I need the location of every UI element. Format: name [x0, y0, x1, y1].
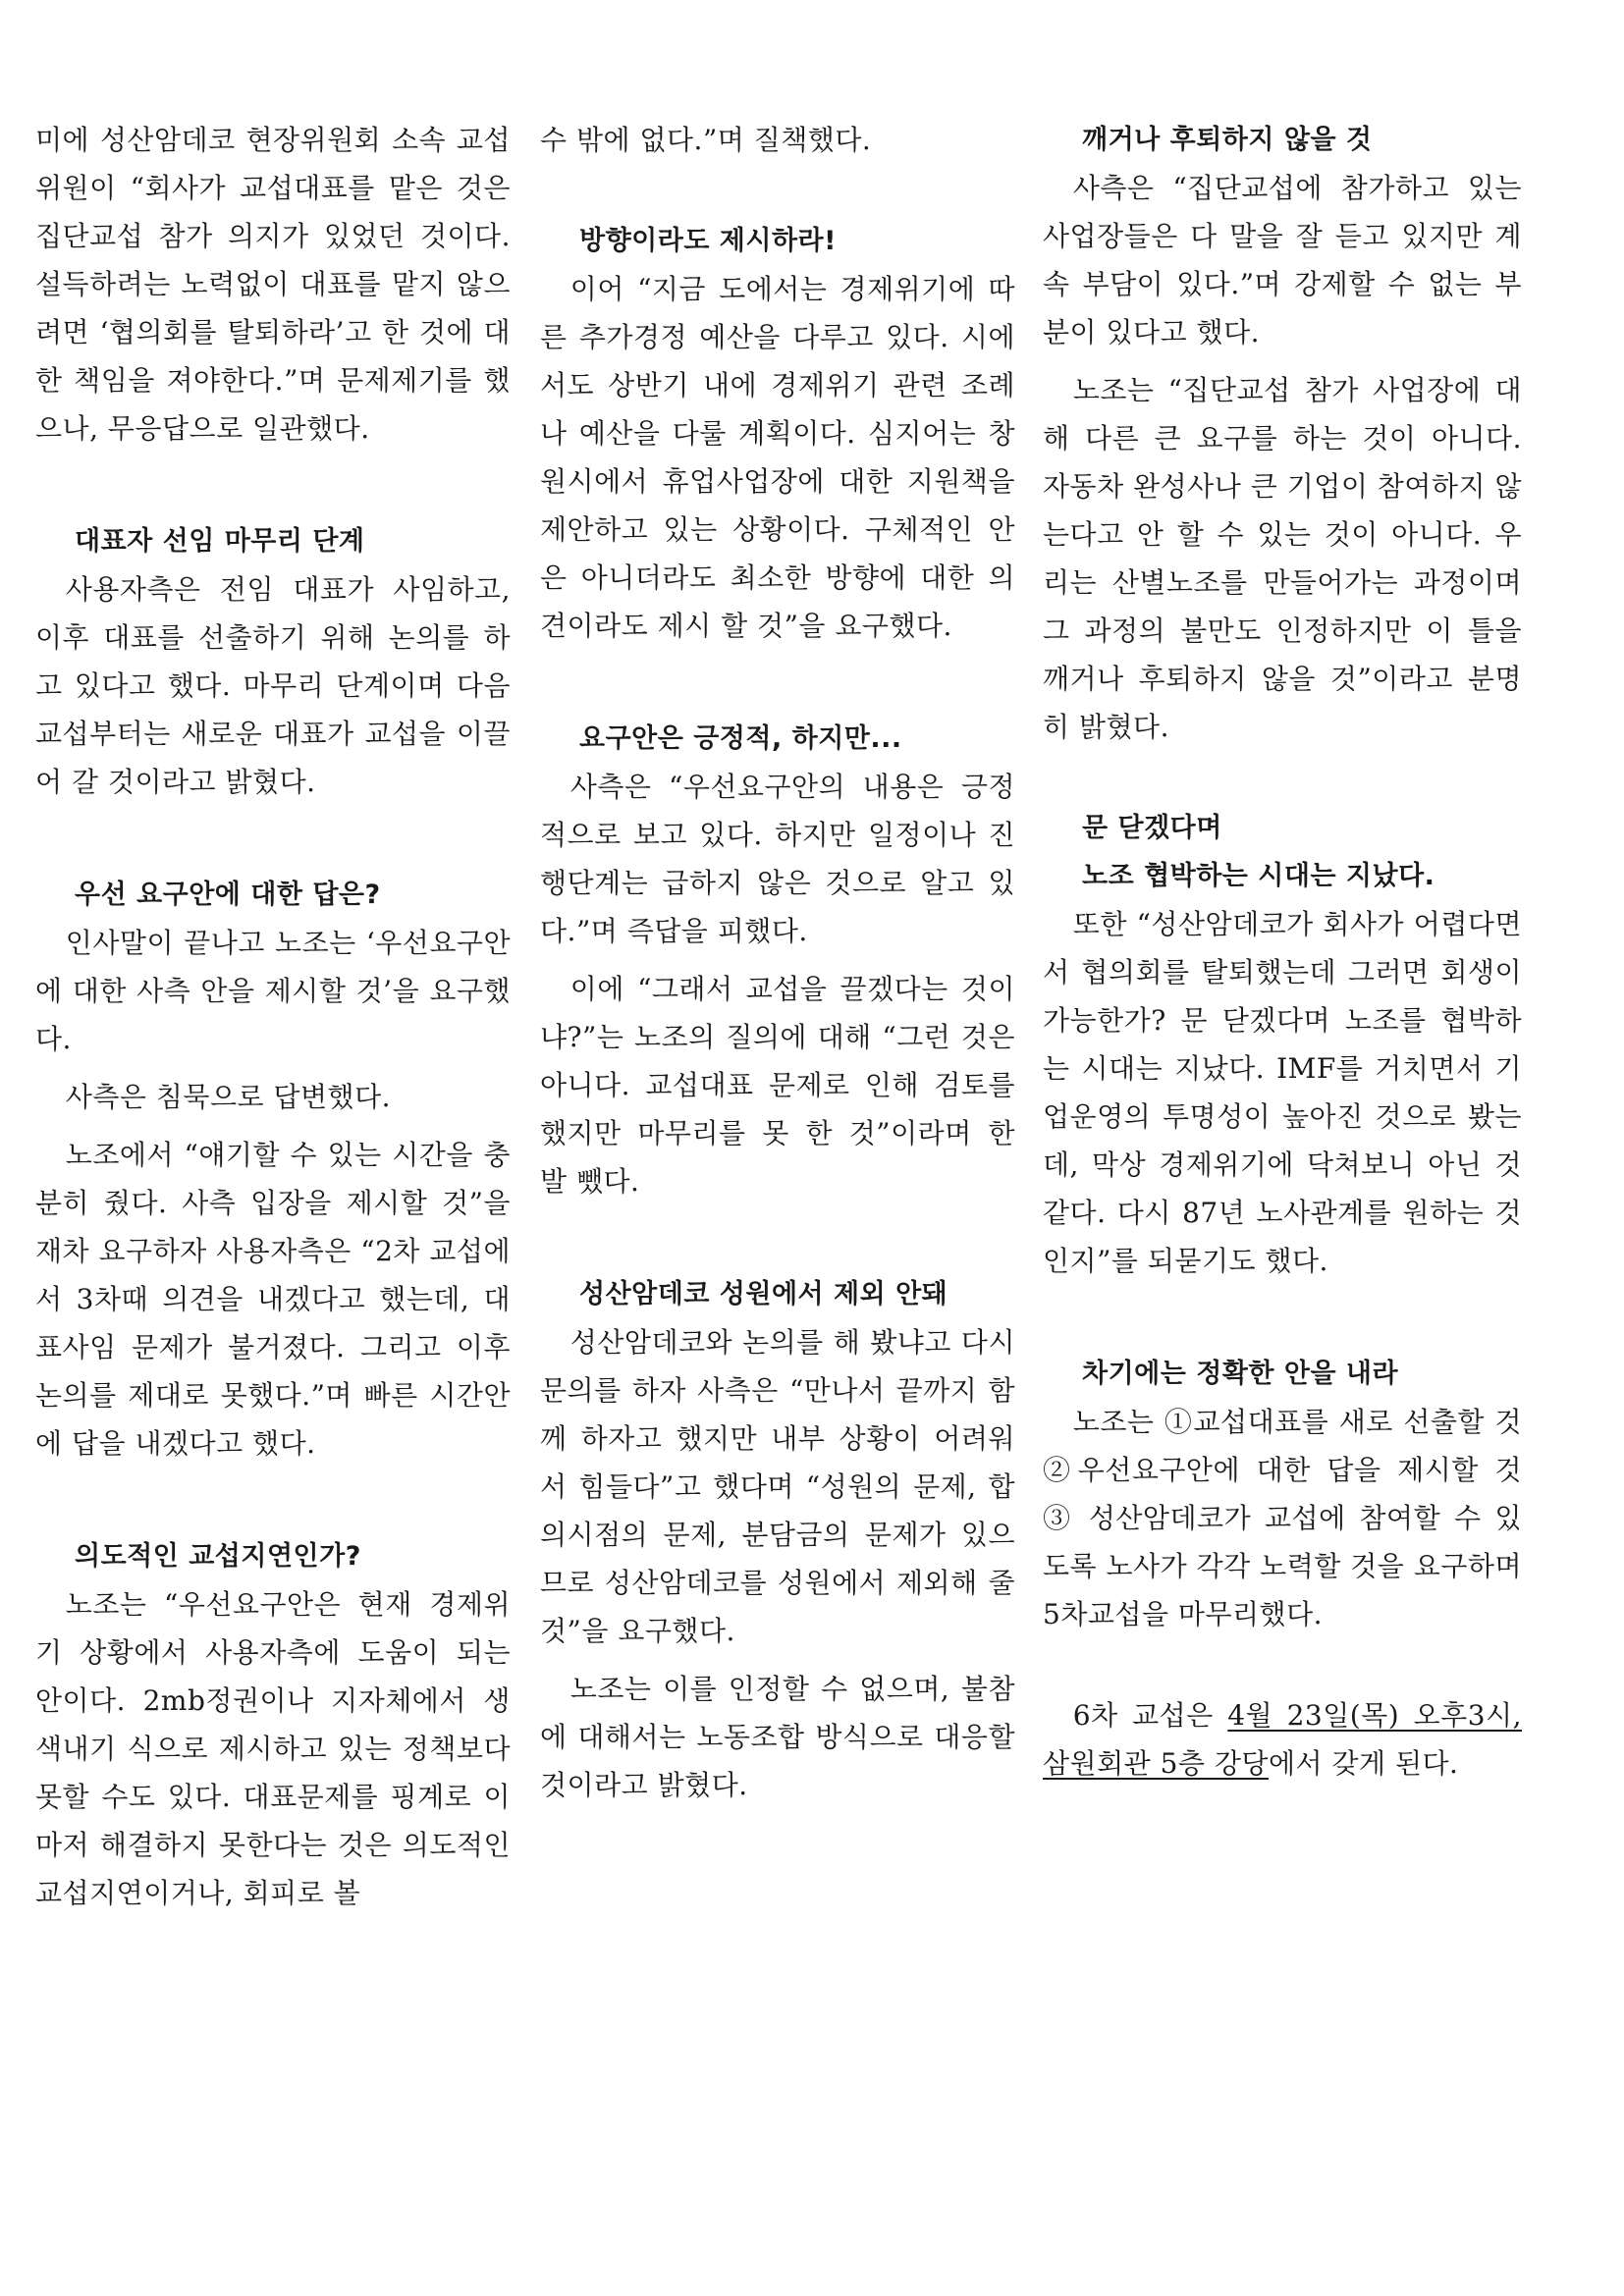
section-heading: 성산암데코 성원에서 제외 안돼	[579, 1279, 948, 1309]
article-paragraph: 사측은 “집단교섭에 참가하고 있는 사업장들은 다 말을 잘 듣고 있지만 계속 부담이 있다.”며 강제할 수 없는 부분이 있다고 했다.	[1043, 172, 1522, 348]
article-paragraph: 노조에서 “얘기할 수 있는 시간을 충분히 줬다. 사측 입장을 제시할 것”을 재차 요구하자 사용자측은 “2차 교섭에서 3차때 의견을 내겠다고 했는데, 대표사임 문제가 불거졌다. 그리고 이후 논의를 제대로 못했다.”며 빠른 시간안에 답을 내겠다고 했다.	[35, 1139, 511, 1460]
meeting-date-place: 4월 23일(목) 오후3시, 삼원회관 5층 강당	[1043, 1699, 1522, 1780]
section-heading: 노조 협박하는 시대는 지났다.	[1082, 861, 1435, 891]
section-heading: 문 닫겠다며	[1082, 813, 1222, 843]
article-paragraph: 노조는 이를 인정할 수 없으며, 불참에 대해서는 노동조합 방식으로 대응할 것이라고 밝혔다.	[540, 1673, 1015, 1801]
section-heading: 요구안은 긍정적, 하지만...	[579, 723, 902, 754]
section-heading: 방향이라도 제시하라!	[579, 226, 837, 256]
notice-text: 에서 갖게 된다.	[1268, 1747, 1459, 1780]
section-heading: 우선 요구안에 대한 답은?	[75, 880, 381, 910]
section-heading: 의도적인 교섭지연인가?	[75, 1541, 361, 1572]
next-meeting-notice	[1043, 1691, 1522, 1788]
article-paragraph: 사용자측은 전임 대표가 사임하고, 이후 대표를 선출하기 위해 논의를 하고 있다고 했다. 마무리 단계이며 다음 교섭부터는 새로운 대표가 교섭을 이끌어 갈 것이라고 밝혔다.	[35, 573, 511, 798]
article-paragraph: 성산암데코와 논의를 해 봤냐고 다시 문의를 하자 사측은 “만나서 끝까지 함께 하자고 했지만 내부 상황이 어려워서 힘들다”고 했다며 “성원의 문제, 합의시점의 문제, 분담금의 문제가 있으므로 성산암데코를 성원에서 제외해 줄 것”을 요구했다.	[540, 1326, 1015, 1647]
article-paragraph: 미에 성산암데코 현장위원회 소속 교섭위원이 “회사가 교섭대표를 맡은 것은 집단교섭 참가 의지가 있었던 것이다. 설득하려는 노력없이 대표를 맡지 않으려면 ‘협의회를 탈퇴하라’고 한 것에 대한 책임을 져야한다.”며 문제제기를 했으나, 무응답으로 일관했다.	[35, 124, 511, 445]
section-heading: 차기에는 정확한 안을 내라	[1082, 1359, 1399, 1389]
article-paragraph: 인사말이 끝나고 노조는 ‘우선요구안에 대한 사측 안을 제시할 것’을 요구했다.	[35, 927, 511, 1055]
article-paragraph: 또한 “성산암데코가 회사가 어렵다면서 협의회를 탈퇴했는데 그러면 회생이 가능한가? 문 닫겠다며 노조를 협박하는 시대는 지났다. IMF를 거치면서 기업운영의 투명성이 높아진 것으로 봤는데, 막상 경제위기에 닥쳐보니 아닌 것 같다. 다시 87년 노사관계를 원하는 것인지”를 되묻기도 했다.	[1043, 908, 1522, 1277]
article-paragraph: 노조는 “우선요구안은 현재 경제위기 상황에서 사용자측에 도움이 되는 안이다. 2mb정권이나 지자체에서 생색내기 식으로 제시하고 있는 정책보다 못할 수도 있다. 대표문제를 핑계로 이 마저 해결하지 못한다는 것은 의도적인 교섭지연이거나, 회피로 볼	[35, 1588, 511, 1909]
notice-text: 6차 교섭은	[1072, 1699, 1228, 1732]
column-middle	[540, 116, 1015, 1819]
section-heading: 깨거나 후퇴하지 않을 것	[1082, 125, 1373, 155]
article-paragraph: 사측은 침묵으로 답변했다.	[65, 1081, 392, 1113]
article-paragraph: 노조는 ①교섭대표를 새로 선출할 것 ②우선요구안에 대한 답을 제시할 것 ③ 성산암데코가 교섭에 참여할 수 있도록 노사가 각각 노력할 것을 요구하며 5차교섭을 마무리했다.	[1043, 1406, 1522, 1630]
article-paragraph: 이어 “지금 도에서는 경제위기에 따른 추가경정 예산을 다루고 있다. 시에서도 상반기 내에 경제위기 관련 조례나 예산을 다룰 계획이다. 심지어는 창원시에서 휴업사업장에 대한 지원책을 제안하고 있는 상황이다. 구체적인 안은 아니더라도 최소한 방향에 대한 의견이라도 제시 할 것”을 요구했다.	[540, 273, 1015, 642]
article-paragraph: 사측은 “우선요구안의 내용은 긍정적으로 보고 있다. 하지만 일정이나 진행단계는 급하지 않은 것으로 알고 있다.”며 즉답을 피했다.	[540, 771, 1015, 947]
column-left	[35, 116, 511, 1927]
article-paragraph: 수 밖에 없다.”며 질책했다.	[540, 124, 872, 156]
article-paragraph: 노조는 “집단교섭 참가 사업장에 대해 다른 큰 요구를 하는 것이 아니다. 자동차 완성사나 큰 기업이 참여하지 않는다고 안 할 수 있는 것이 아니다. 우리는 산별노조를 만들어가는 과정이며 그 과정의 불만도 인정하지만 이 틀을 깨거나 후퇴하지 않을 것”이라고 분명히 밝혔다.	[1043, 374, 1522, 743]
article-paragraph: 이에 “그래서 교섭을 끌겠다는 것이냐?”는 노조의 질의에 대해 “그런 것은 아니다. 교섭대표 문제로 인해 검토를 했지만 마무리를 못 한 것”이라며 한 발 뺐다.	[540, 973, 1015, 1198]
section-heading: 대표자 선임 마무리 단계	[75, 526, 365, 557]
column-right	[1043, 116, 1522, 1797]
